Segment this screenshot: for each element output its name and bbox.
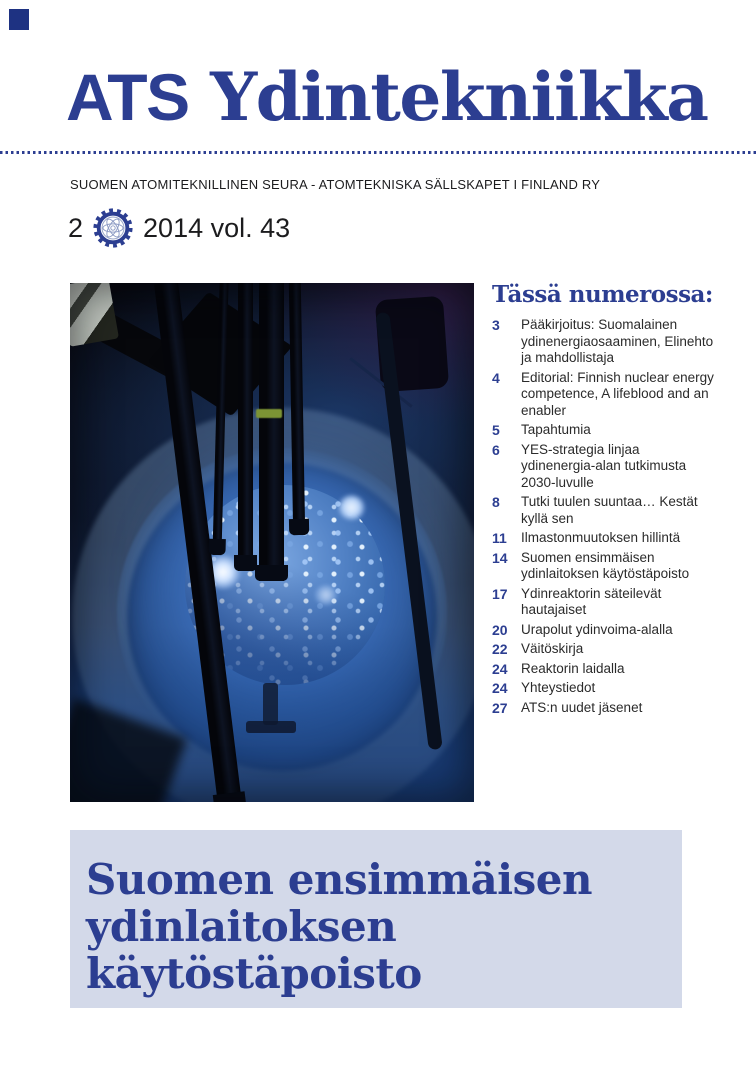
feature-banner [70, 830, 682, 1008]
toc-item-label: Pääkirjoitus: Suomalainen ydinenergiaosaaminen, Elinehto ja mahdollistaja [521, 317, 714, 365]
photo-vignette [70, 283, 474, 802]
toc-item [492, 680, 744, 697]
toc-item-label: Yhteystiedot [521, 680, 596, 695]
table-of-contents [492, 281, 744, 719]
toc-item-label: Tapahtumia [521, 422, 591, 437]
toc-page-number: 11 [492, 530, 507, 546]
toc-page-number: 27 [492, 699, 508, 716]
magazine-title [66, 58, 708, 136]
dotted-divider-rule [0, 151, 756, 154]
feature-banner-title [86, 856, 682, 997]
toc-list [492, 317, 744, 716]
magazine-title-main: Ydintekniikka [188, 58, 708, 136]
toc-item [492, 700, 744, 717]
toc-page-number: 5 [492, 422, 500, 438]
toc-item [492, 586, 744, 619]
issue-number: 2 [68, 212, 84, 243]
toc-title: Tässä numerossa: [492, 281, 713, 308]
toc-item [492, 641, 744, 658]
toc-page-number: 24 [492, 680, 508, 696]
toc-item [492, 530, 744, 547]
toc-item [492, 661, 744, 678]
toc-item-label: Ilmastonmuutoksen hillintä [521, 530, 681, 545]
toc-item-label: Väitöskirja [521, 641, 584, 656]
toc-item-label: ATS:n uudet jäsenet [521, 699, 643, 715]
toc-item [492, 317, 744, 367]
toc-page-number: 22 [492, 641, 508, 657]
toc-item-label: Reaktorin laidalla [521, 660, 625, 676]
feature-banner-line2: ydinlaitoksen käytöstäpoisto [86, 902, 422, 999]
toc-item-label: Tutki tuulen suuntaa… Kestät kyllä sen [521, 494, 698, 526]
toc-item-label: Ydinreaktorin säteilevät hautajaiset [521, 585, 662, 617]
toc-item [492, 622, 744, 639]
toc-item-label: Urapolut ydinvoima-alalla [521, 621, 673, 637]
toc-item [492, 422, 744, 439]
toc-item-label: Suomen ensimmäisen ydinlaitoksen käytöstäpoisto [521, 549, 690, 581]
toc-page-number: 17 [492, 585, 508, 602]
toc-page-number: 14 [492, 549, 508, 566]
toc-page-number: 6 [492, 441, 500, 458]
toc-item-label: YES-strategia linjaa ydinenergia-alan tutkimusta 2030-luvulle [521, 441, 687, 490]
toc-item [492, 550, 744, 583]
feature-banner-line1: Suomen ensimmäisen [86, 855, 593, 904]
toc-page-number: 8 [492, 494, 500, 510]
toc-item-label: Editorial: Finnish nuclear energy competence, A lifeblood and an enabler [521, 369, 714, 418]
atom-gear-icon [92, 207, 134, 249]
toc-item [492, 494, 744, 527]
magazine-title-prefix: ATS [66, 60, 189, 134]
cover-photo [70, 283, 474, 802]
toc-item [492, 370, 744, 420]
toc-page-number: 20 [492, 621, 508, 638]
corner-square-mark [9, 9, 29, 30]
toc-page-number: 24 [492, 660, 508, 677]
issue-year-volume: 2014 vol. 43 [143, 212, 291, 243]
issue-info-line [68, 205, 290, 251]
toc-item [492, 442, 744, 492]
toc-page-number: 4 [492, 369, 500, 386]
toc-page-number: 3 [492, 317, 500, 333]
society-subtitle: SUOMEN ATOMITEKNILLINEN SEURA - ATOMTEKNISKA SÄLLSKAPET I FINLAND RY [70, 177, 601, 192]
